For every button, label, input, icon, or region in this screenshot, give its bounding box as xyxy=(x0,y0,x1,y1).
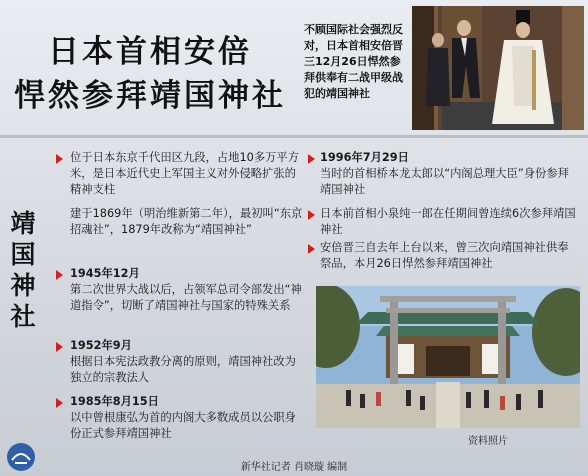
item-date: 1952年9月 xyxy=(70,339,132,352)
side-title xyxy=(8,208,38,332)
list-item xyxy=(70,394,306,442)
side-title-char: 国 xyxy=(10,240,36,269)
list-item xyxy=(320,150,578,198)
item-text: 以中曾根康弘为首的内阁大多数成员以公职身份正式参拜靖国神社 xyxy=(70,411,296,440)
right-column xyxy=(320,150,578,280)
item-date: 1996年7月29日 xyxy=(320,151,409,164)
side-title-char: 靖 xyxy=(10,209,36,238)
side-title-char: 神 xyxy=(10,271,36,300)
red-triangle-icon xyxy=(56,342,63,352)
header-divider xyxy=(0,135,588,138)
red-triangle-icon xyxy=(56,398,63,408)
item-text: 第二次世界大战以后，占领军总司令部发出“神道指令”，切断了靖国神社与国家的特殊关系 xyxy=(70,283,302,312)
list-item xyxy=(70,338,306,386)
item-text: 安倍晋三自去年上台以来，曾三次向靖国神社供奉祭品，本月26日悍然参拜靖国神社 xyxy=(320,241,569,270)
item-text: 当时的首相桥本龙太郎以“内阁总理大臣”身份参拜靖国神社 xyxy=(320,167,569,196)
item-text: 建于1869年（明治维新第二年），最初叫“东京招魂社”，1879年改称为“靖国神社” xyxy=(70,207,303,236)
red-triangle-icon xyxy=(308,244,315,254)
shrine-visit-photo xyxy=(412,6,584,130)
side-title-char: 社 xyxy=(10,302,36,331)
red-triangle-icon xyxy=(308,154,315,164)
red-triangle-icon xyxy=(308,210,315,220)
headline-line-2: 悍然参拜靖国神社 xyxy=(14,78,286,114)
footer-credit: 新华社记者 肖晓璇 编制 xyxy=(240,462,348,473)
item-date: 1985年8月15日 xyxy=(70,395,159,408)
item-text: 根据日本宪法政教分离的原则，靖国神社改为独立的宗教法人 xyxy=(70,355,296,384)
photo-caption: 资料照片 xyxy=(468,436,508,447)
red-triangle-icon xyxy=(56,154,63,164)
list-item xyxy=(70,266,306,314)
intro-text: 不顾国际社会强烈反对，日本首相安倍晋三12月26日悍然参拜供奉有二战甲级战犯的靖国神社 xyxy=(304,23,403,100)
item-text: 位于日本东京千代田区九段，占地10多万平方米，是日本近代史上军国主义对外侵略扩张的精神支柱 xyxy=(70,151,300,196)
list-item xyxy=(320,206,578,238)
item-date: 1945年12月 xyxy=(70,267,140,280)
list-item xyxy=(70,206,306,238)
left-column xyxy=(70,150,306,450)
yasukuni-shrine-photo xyxy=(316,286,580,428)
headline-line-1: 日本首相安倍 xyxy=(48,34,252,70)
red-triangle-icon xyxy=(56,270,63,280)
list-item xyxy=(70,150,306,198)
list-item xyxy=(320,240,578,272)
item-text: 日本前首相小泉纯一郎在任期间曾连续6次参拜靖国神社 xyxy=(320,207,576,236)
